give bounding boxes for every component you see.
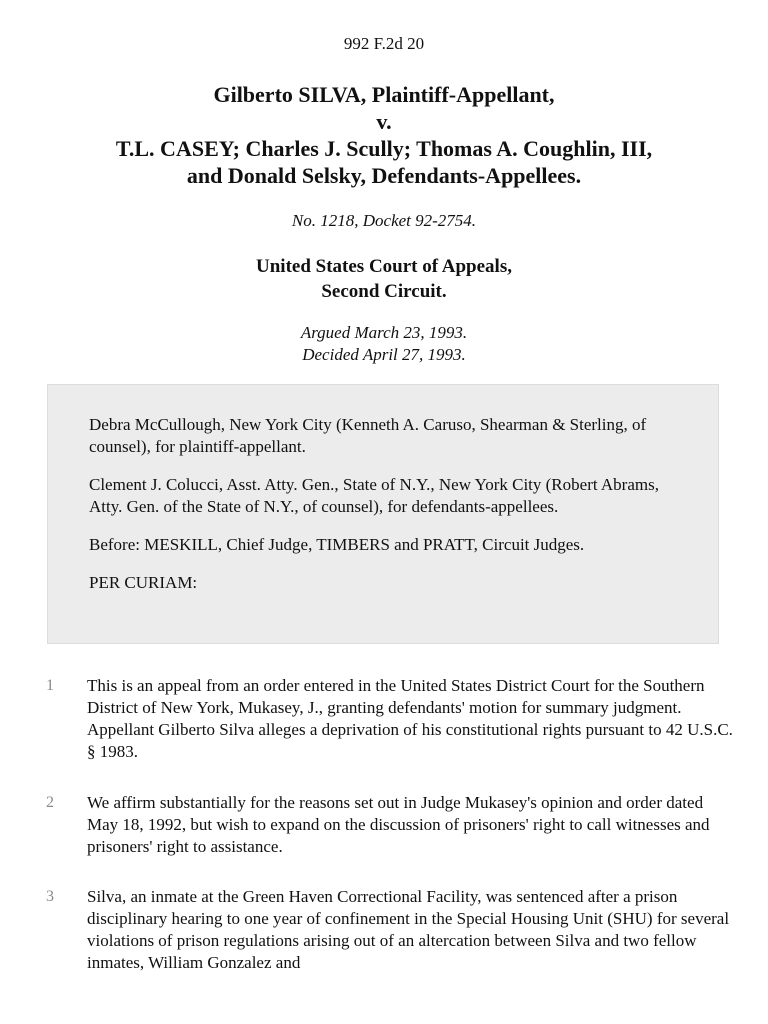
paragraph-number: 3 (46, 888, 54, 905)
case-citation: 992 F.2d 20 (343, 34, 425, 53)
decided-date: Decided April 27, 1993. (302, 345, 466, 364)
case-title-line: T.L. CASEY; Charles J. Scully; Thomas A. Coughlin, III, (115, 136, 653, 161)
paragraph-text: Silva, an inmate at the Green Haven Correctional Facility, was sentenced after a prison disciplinary hearing to one year of confinement in the Special Housing Unit (SHU) for several violations of prison regulations arising out of an altercation between Silva and two fellow inmates, William Gonzalez and (87, 887, 730, 972)
counsel-box (47, 384, 719, 644)
case-title-line: and Donald Selsky, Defendants-Appellees. (186, 163, 582, 188)
paragraph-text: We affirm substantially for the reasons set out in Judge Mukasey's opinion and order dated May 18, 1992, but wish to expand on the discussion of prisoners' right to call witnesses and prisoners' right to assistance. (87, 793, 710, 856)
opinion-paragraph (46, 675, 737, 763)
argued-date: Argued March 23, 1993. (300, 323, 468, 342)
paragraph-number: 2 (46, 794, 54, 811)
opinion-paragraph (46, 886, 737, 974)
opinion-paragraph (46, 792, 737, 858)
defendants-counsel: Clement J. Colucci, Asst. Atty. Gen., State of N.Y., New York City (Robert Abrams, Atty. Gen. of the State of N.Y., of counsel), for defendants-appellees. (89, 475, 659, 516)
docket-number: No. 1218, Docket 92-2754. (291, 211, 477, 230)
panel-judges: Before: MESKILL, Chief Judge, TIMBERS and PRATT, Circuit Judges. (89, 535, 585, 554)
court-name-line: Second Circuit. (321, 281, 447, 302)
paragraph-number: 1 (46, 677, 54, 694)
paragraph-text: This is an appeal from an order entered in the United States District Court for the Southern District of New York, Mukasey, J., granting defendants' motion for summary judgment. Appellant Gilberto Silva alleges a deprivation of his constitutional rights pursuant to 42 U.S.C. § 1983. (87, 676, 733, 761)
plaintiff-counsel: Debra McCullough, New York City (Kenneth A. Caruso, Shearman & Sterling, of counsel), for plaintiff-appellant. (89, 415, 647, 456)
case-title-line: v. (376, 109, 392, 134)
case-dates (0, 322, 768, 366)
case-title-line: Gilberto SILVA, Plaintiff-Appellant, (213, 82, 555, 107)
court-name-line: United States Court of Appeals, (256, 256, 512, 277)
per-curiam-label: PER CURIAM: (89, 573, 198, 592)
case-title (40, 81, 728, 189)
court-name (0, 254, 768, 304)
